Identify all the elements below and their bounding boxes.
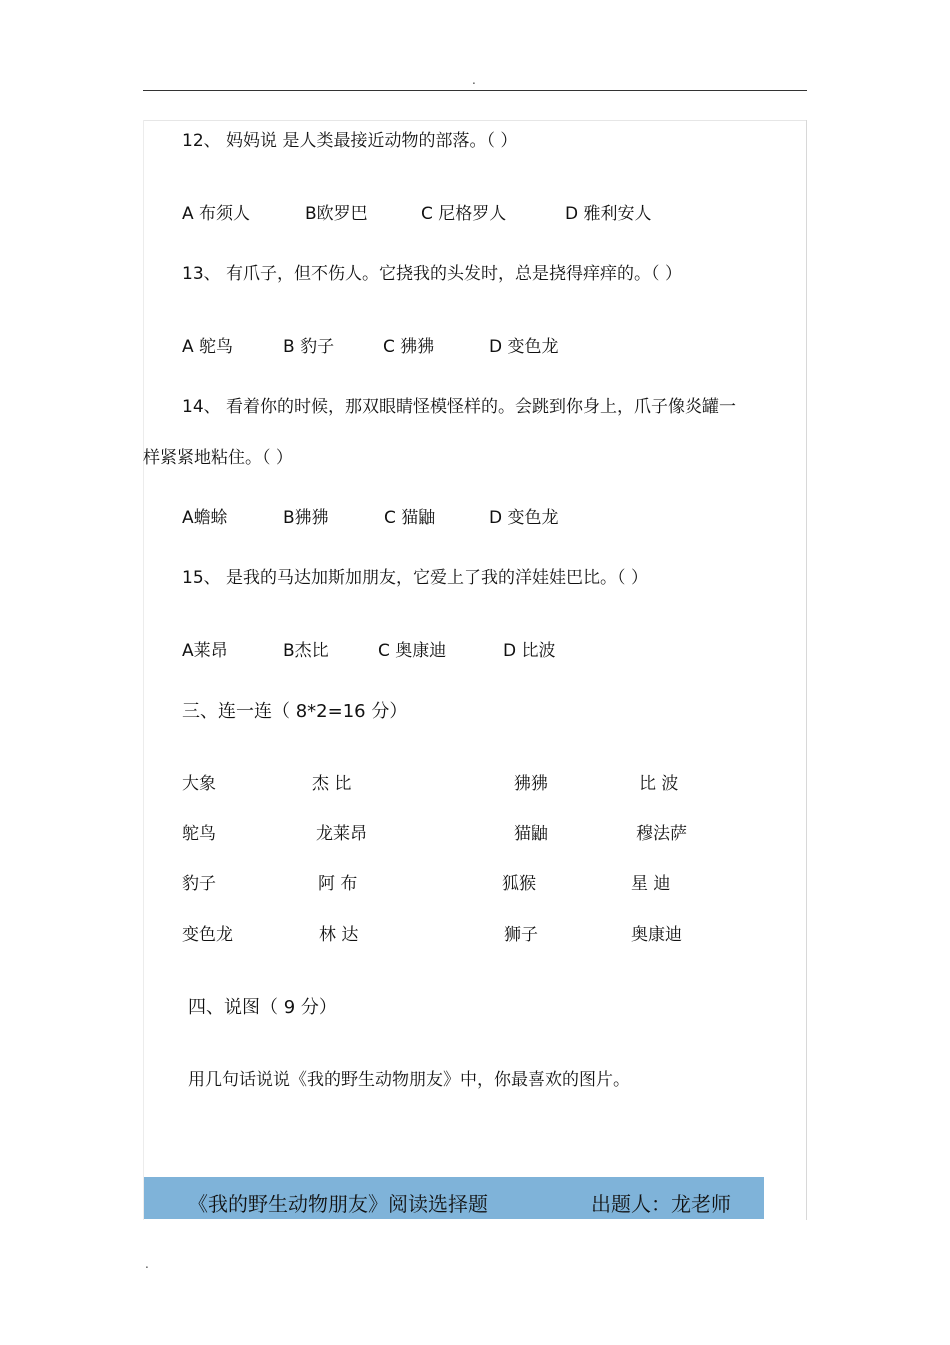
- match-row-1-col-1: 大象: [182, 774, 216, 794]
- match-row-1-col-3: 狒狒: [514, 774, 548, 794]
- page-frame-left: [143, 120, 144, 1220]
- match-row-3-col-1: 豹子: [182, 874, 216, 894]
- section-4-prompt: 用几句话说说《我的野生动物朋友》中，你最喜欢的图片。: [188, 1070, 630, 1090]
- match-row-2-col-1: 鸵鸟: [182, 824, 216, 844]
- question-13-option-a: A 鸵鸟: [182, 337, 234, 357]
- page-frame-top: [143, 120, 807, 121]
- match-row-2-col-2: 龙莱昂: [316, 824, 367, 844]
- match-row-4-col-2: 林 达: [319, 925, 359, 945]
- question-14-stem-line1: 14、 看着你的时候，那双眼睛怪模怪样的。会跳到你身上，爪子像炎罐一: [182, 397, 737, 417]
- match-row-4-col-4: 奥康迪: [631, 925, 682, 945]
- match-row-1-col-4: 比 波: [639, 774, 679, 794]
- match-row-1-col-2: 杰 比: [312, 774, 352, 794]
- question-12-option-b: B欧罗巴: [305, 204, 368, 224]
- question-15-option-d: D 比波: [503, 641, 556, 661]
- question-14-option-b: B狒狒: [283, 508, 329, 528]
- match-row-2-col-4: 穆法萨: [636, 824, 687, 844]
- footer-title: 《我的野生动物朋友》阅读选择题: [188, 1192, 488, 1216]
- match-row-3-col-2: 阿 布: [318, 874, 358, 894]
- header-rule: [143, 90, 807, 91]
- question-12-option-c: C 尼格罗人: [421, 204, 507, 224]
- header-dot: .: [472, 73, 476, 87]
- footer-author: 出题人：龙老师: [591, 1192, 731, 1216]
- question-12-option-d: D 雅利安人: [565, 204, 652, 224]
- question-15-stem: 15、 是我的马达加斯加朋友，它爱上了我的洋娃娃巴比。（ ）: [182, 568, 648, 588]
- match-row-2-col-3: 猫鼬: [514, 824, 548, 844]
- footer-dot: .: [145, 1257, 149, 1271]
- page-frame-right: [806, 120, 807, 1220]
- question-12-option-a: A 布须人: [182, 204, 251, 224]
- match-row-3-col-4: 星 迪: [631, 874, 671, 894]
- match-row-3-col-3: 狐猴: [502, 874, 536, 894]
- question-15-option-a: A莱昂: [182, 641, 228, 661]
- match-row-4-col-1: 变色龙: [182, 925, 233, 945]
- question-14-option-d: D 变色龙: [489, 508, 559, 528]
- question-14-option-c: C 猫鼬: [384, 508, 436, 528]
- question-15-option-c: C 奥康迪: [378, 641, 447, 661]
- question-15-option-b: B杰比: [283, 641, 329, 661]
- section-4-title: 四、说图（ 9 分）: [188, 997, 337, 1018]
- question-14-option-a: A蟾蜍: [182, 508, 228, 528]
- section-3-title: 三、连一连（ 8*2=16 分）: [182, 701, 408, 722]
- question-13-option-c: C 狒狒: [383, 337, 435, 357]
- question-14-stem-line2: 样紧紧地粘住。（ ）: [143, 448, 293, 468]
- question-13-option-b: B 豹子: [283, 337, 335, 357]
- question-13-option-d: D 变色龙: [489, 337, 559, 357]
- match-row-4-col-3: 狮子: [504, 925, 538, 945]
- question-12-stem: 12、 妈妈说 是人类最接近动物的部落。（ ）: [182, 131, 518, 151]
- question-13-stem: 13、 有爪子，但不伤人。它挠我的头发时，总是挠得痒痒的。（ ）: [182, 264, 682, 284]
